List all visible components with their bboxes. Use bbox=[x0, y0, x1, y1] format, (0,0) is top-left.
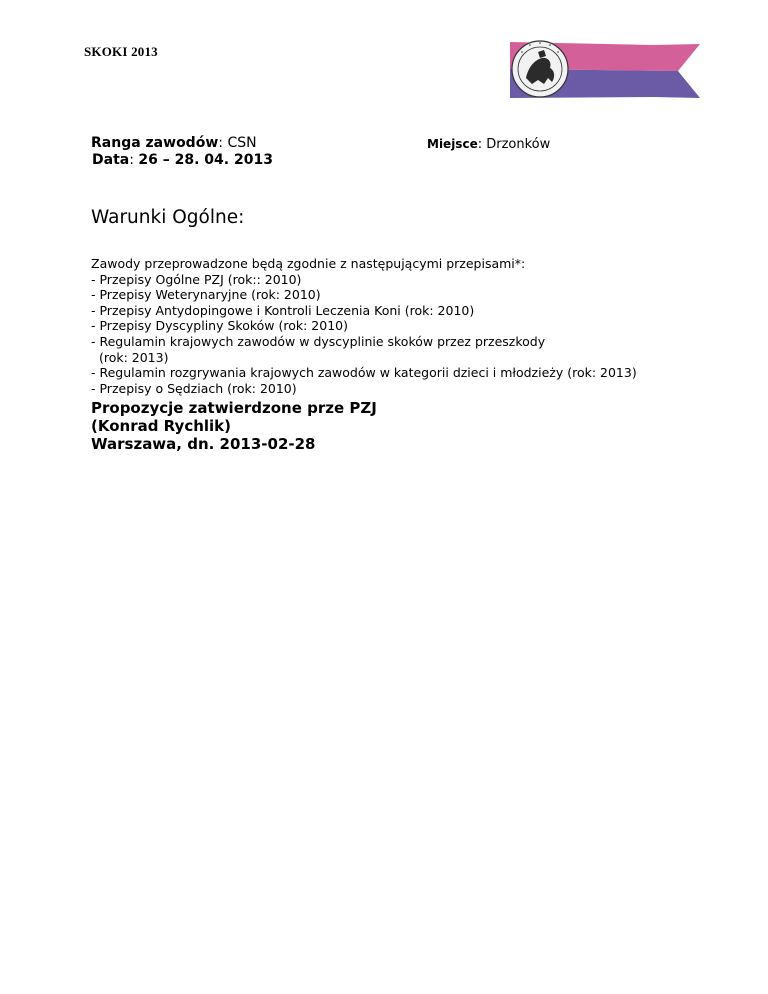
rules-list bbox=[91, 272, 637, 397]
date-separator: : bbox=[129, 152, 139, 168]
rank-separator: : bbox=[218, 135, 228, 151]
rules-block bbox=[91, 256, 637, 396]
place-label: Miejsce bbox=[427, 137, 478, 151]
approval-statement: Propozycje zatwierdzone prze PZJ bbox=[91, 399, 377, 417]
rank-label: Ranga zawodów bbox=[91, 135, 219, 151]
approval-block bbox=[91, 399, 377, 453]
date-value: 26 – 28. 04. 2013 bbox=[138, 152, 273, 168]
place-separator: : bbox=[477, 137, 487, 152]
pennant-logo bbox=[504, 38, 700, 100]
general-conditions-heading: Warunki Ogólne: bbox=[91, 207, 245, 228]
rank-line bbox=[91, 134, 257, 152]
rule-item: - Przepisy Weterynaryjne (rok: 2010) bbox=[91, 287, 321, 303]
emblem-icon bbox=[512, 41, 568, 97]
date-label: Data bbox=[92, 152, 130, 168]
rule-item: - Przepisy Antydopingowe i Kontroli Leczenia Koni (rok: 2010) bbox=[91, 302, 475, 318]
rank-value: CSN bbox=[227, 135, 257, 151]
rule-item-continuation: (rok: 2013) bbox=[91, 349, 169, 365]
rule-item: - Przepisy Ogólne PZJ (rok:: 2010) bbox=[91, 271, 302, 287]
date-line bbox=[92, 151, 273, 169]
rules-intro: Zawody przeprowadzone będą zgodnie z następującymi przepisami*: bbox=[91, 256, 526, 271]
rule-item: - Regulamin rozgrywania krajowych zawodów w kategorii dzieci i młodzieży (rok: 2013) bbox=[91, 365, 637, 381]
document-title: SKOKI 2013 bbox=[84, 44, 158, 59]
place-value: Drzonków bbox=[486, 137, 551, 152]
rule-item: - Przepisy Dyscypliny Skoków (rok: 2010) bbox=[91, 318, 348, 334]
rule-item: - Regulamin krajowych zawodów w dyscyplinie skoków przez przeszkody bbox=[91, 333, 546, 349]
approval-signatory: (Konrad Rychlik) bbox=[91, 417, 232, 435]
place-line bbox=[427, 135, 550, 154]
rule-item: - Przepisy o Sędziach (rok: 2010) bbox=[91, 380, 297, 396]
approval-place-date: Warszawa, dn. 2013-02-28 bbox=[91, 435, 316, 453]
